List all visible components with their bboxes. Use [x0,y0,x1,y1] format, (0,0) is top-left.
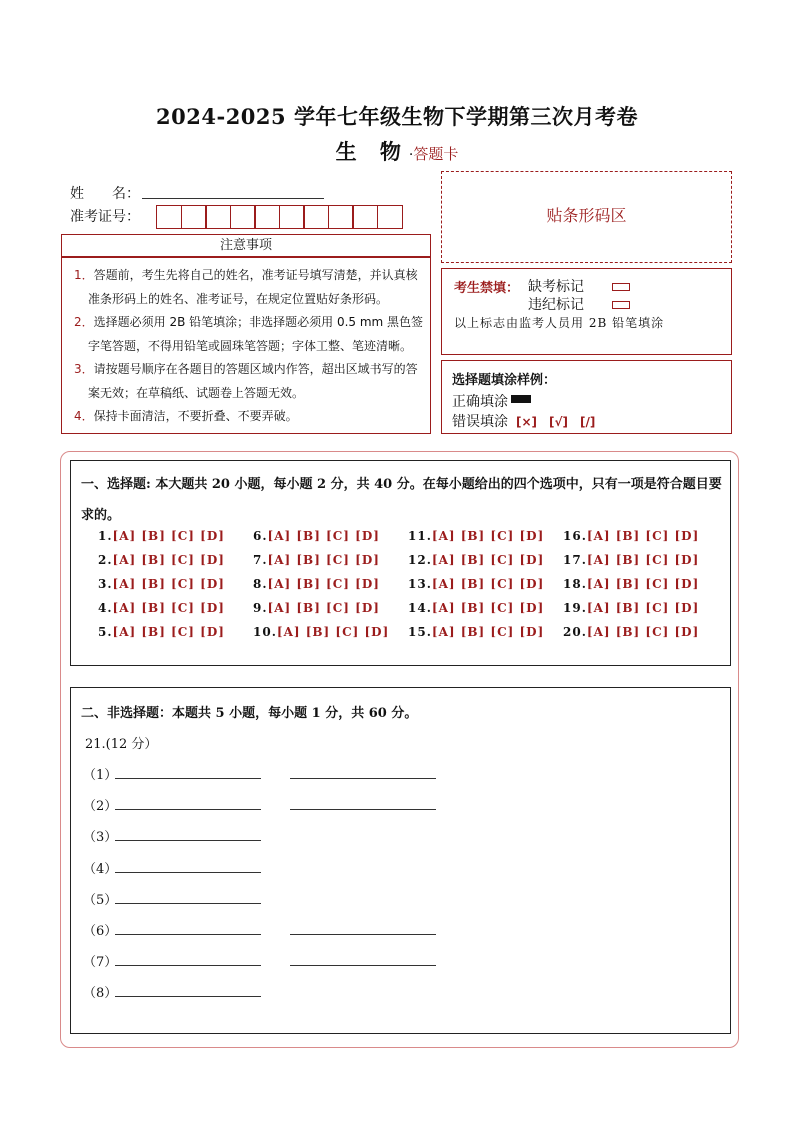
choice-question-14[interactable] [408,601,544,615]
question-21-label: 21.(12 分） [85,737,158,752]
choice-section [70,460,731,666]
name-field[interactable] [142,198,324,199]
choice-options[interactable]: [A] [B] [C] [D] [586,601,700,615]
choice-question-6[interactable] [253,529,380,543]
choice-question-18[interactable] [563,577,699,591]
choice-number: 20. [563,625,587,639]
choice-question-19[interactable] [563,601,699,615]
page-title: 2024-2025 学年七年级生物下学期第三次月考卷 [156,104,638,129]
sub-question-label: （3） [83,830,118,846]
choice-question-3[interactable] [98,577,225,591]
answer-line[interactable] [290,778,436,779]
examiner-only-box [441,268,732,355]
subtitle-dot: · [408,147,414,163]
wrong-fill-marks: [×] [√] [/] [516,415,596,429]
violation-mark-row [528,294,630,314]
choice-number: 4. [98,601,113,615]
barcode-area: 贴条形码区 [441,171,732,263]
forbid-note: 以上标志由监考人员用 2B 铅笔填涂 [454,316,665,330]
exam-id-digit-box[interactable] [254,205,280,229]
choice-options[interactable]: [A] [B] [C] [D] [586,625,700,639]
answer-line[interactable] [290,965,436,966]
choice-question-12[interactable] [408,553,544,567]
choice-options[interactable]: [A] [B] [C] [D] [112,625,225,639]
choice-number: 18. [563,577,587,591]
choice-options[interactable]: [A] [B] [C] [D] [431,601,545,615]
answer-line[interactable] [115,778,261,779]
choice-number: 10. [253,625,277,639]
choice-options[interactable]: [A] [B] [C] [D] [112,553,225,567]
choice-options[interactable]: [A] [B] [C] [D] [431,553,545,567]
choice-number: 6. [253,529,268,543]
choice-number: 3. [98,577,113,591]
choice-question-8[interactable] [253,577,380,591]
page-subtitle [0,136,794,166]
notice-item: 3．请按题号顺序在各题目的答题区域内作答，超出区域书写的答案无效；在草稿纸、试题卷上答题无效。 [74,362,418,400]
choice-question-4[interactable] [98,601,225,615]
exam-id-digit-box[interactable] [205,205,231,229]
answer-card-label: 答题卡 [413,145,459,163]
non-choice-section [70,687,731,1034]
choice-options[interactable]: [A] [B] [C] [D] [431,577,545,591]
sub-question-label: （7） [83,955,118,971]
choice-options[interactable]: [A] [B] [C] [D] [431,529,545,543]
choice-options[interactable]: [A] [B] [C] [D] [586,553,700,567]
choice-number: 9. [253,601,268,615]
forbid-label: 考生禁填： [454,281,520,296]
choice-question-17[interactable] [563,553,699,567]
violation-mark-box[interactable] [612,301,630,309]
wrong-fill-row [452,411,595,431]
absent-mark-label: 缺考标记 [528,279,584,295]
answer-line[interactable] [115,872,261,873]
exam-id-digit-box[interactable] [377,205,403,229]
absent-mark-box[interactable] [612,283,630,291]
sub-question-label: （8） [83,986,118,1002]
choice-number: 16. [563,529,587,543]
correct-fill-label: 正确填涂 [452,394,508,410]
exam-id-digit-box[interactable] [303,205,329,229]
absent-mark-row [528,276,630,296]
exam-id-boxes[interactable] [156,205,401,229]
exam-id-digit-box[interactable] [181,205,207,229]
choice-options[interactable]: [A] [B] [C] [D] [431,625,545,639]
choice-number: 2. [98,553,113,567]
choice-options[interactable]: [A] [B] [C] [D] [267,529,380,543]
choice-number: 13. [408,577,432,591]
choice-options[interactable]: [A] [B] [C] [D] [267,601,380,615]
exam-id-label: 准考证号： [70,209,140,225]
notice-box [61,257,431,434]
choice-number: 1. [98,529,113,543]
exam-id-digit-box[interactable] [156,205,182,229]
choice-options[interactable]: [A] [B] [C] [D] [112,577,225,591]
choice-number: 14. [408,601,432,615]
choice-question-11[interactable] [408,529,544,543]
choice-question-20[interactable] [563,625,699,639]
answer-line[interactable] [115,996,261,997]
choice-question-9[interactable] [253,601,380,615]
answer-line[interactable] [115,934,261,935]
wrong-fill-label: 错误填涂 [452,414,508,430]
sub-question-label: （2） [83,799,118,815]
non-choice-section-title: 二、非选择题：本题共 5 小题，每小题 1 分，共 60 分。 [81,706,418,721]
choice-section-title: 一、选择题: 本大题共 20 小题，每小题 2 分，共 40 分。在每小题给出的四个选项中，只有一项是符合题目要求的。 [81,477,722,523]
choice-question-10[interactable] [253,625,389,639]
choice-options[interactable]: [A] [B] [C] [D] [112,601,225,615]
sub-question-label: （6） [83,924,118,939]
choice-question-1[interactable] [98,529,225,543]
choice-number: 15. [408,625,432,639]
notice-item: 4．保持卡面清洁，不要折叠、不要弄破。 [74,409,298,423]
choice-number: 7. [253,553,268,567]
exam-id-digit-box[interactable] [279,205,305,229]
choice-options[interactable]: [A] [B] [C] [D] [112,529,225,543]
choice-question-15[interactable] [408,625,544,639]
answer-line[interactable] [115,903,261,904]
choice-number: 5. [98,625,113,639]
choice-number: 11. [408,529,432,543]
sub-question-label: （1） [83,768,118,783]
violation-mark-label: 违纪标记 [528,297,584,313]
subject-name: 生 物 [335,139,409,164]
exam-id-digit-box[interactable] [328,205,354,229]
answer-line[interactable] [115,965,261,966]
exam-id-digit-box[interactable] [230,205,256,229]
notice-heading: 注意事项 [61,234,431,257]
choice-options[interactable]: [A] [B] [C] [D] [586,529,700,543]
choice-options[interactable]: [A] [B] [C] [D] [276,625,390,639]
choice-number: 8. [253,577,268,591]
choice-number: 17. [563,553,587,567]
choice-options[interactable]: [A] [B] [C] [D] [586,577,700,591]
choice-number: 19. [563,601,587,615]
exam-id-digit-box[interactable] [352,205,378,229]
choice-question-5[interactable] [98,625,225,639]
correct-fill-mark [511,395,531,403]
choice-question-2[interactable] [98,553,225,567]
sub-question-label: （4） [83,861,118,877]
answer-line[interactable] [115,840,261,841]
sub-question-label: （5） [83,892,118,908]
choice-question-13[interactable] [408,577,544,591]
choice-options[interactable]: [A] [B] [C] [D] [267,553,380,567]
answer-line[interactable] [290,934,436,935]
choice-number: 12. [408,553,432,567]
choice-question-16[interactable] [563,529,699,543]
fill-sample-box [441,360,732,434]
answer-line[interactable] [115,809,261,810]
choice-question-7[interactable] [253,553,380,567]
choice-options[interactable]: [A] [B] [C] [D] [267,577,380,591]
notice-item: 1．答题前，考生先将自己的姓名，准考证号填写清楚，并认真核准条形码上的姓名、准考证号，在规定位置贴好条形码。 [74,268,418,306]
sample-title: 选择题填涂样例： [452,373,557,388]
answer-line[interactable] [290,809,436,810]
notice-item: 2．选择题必须用 2B 铅笔填涂；非选择题必须用 0.5 mm 黑色签字笔答题，不得用铅笔或圆珠笔答题；字体工整、笔迹清晰。 [74,315,424,353]
name-label: 姓 名： [70,186,140,202]
